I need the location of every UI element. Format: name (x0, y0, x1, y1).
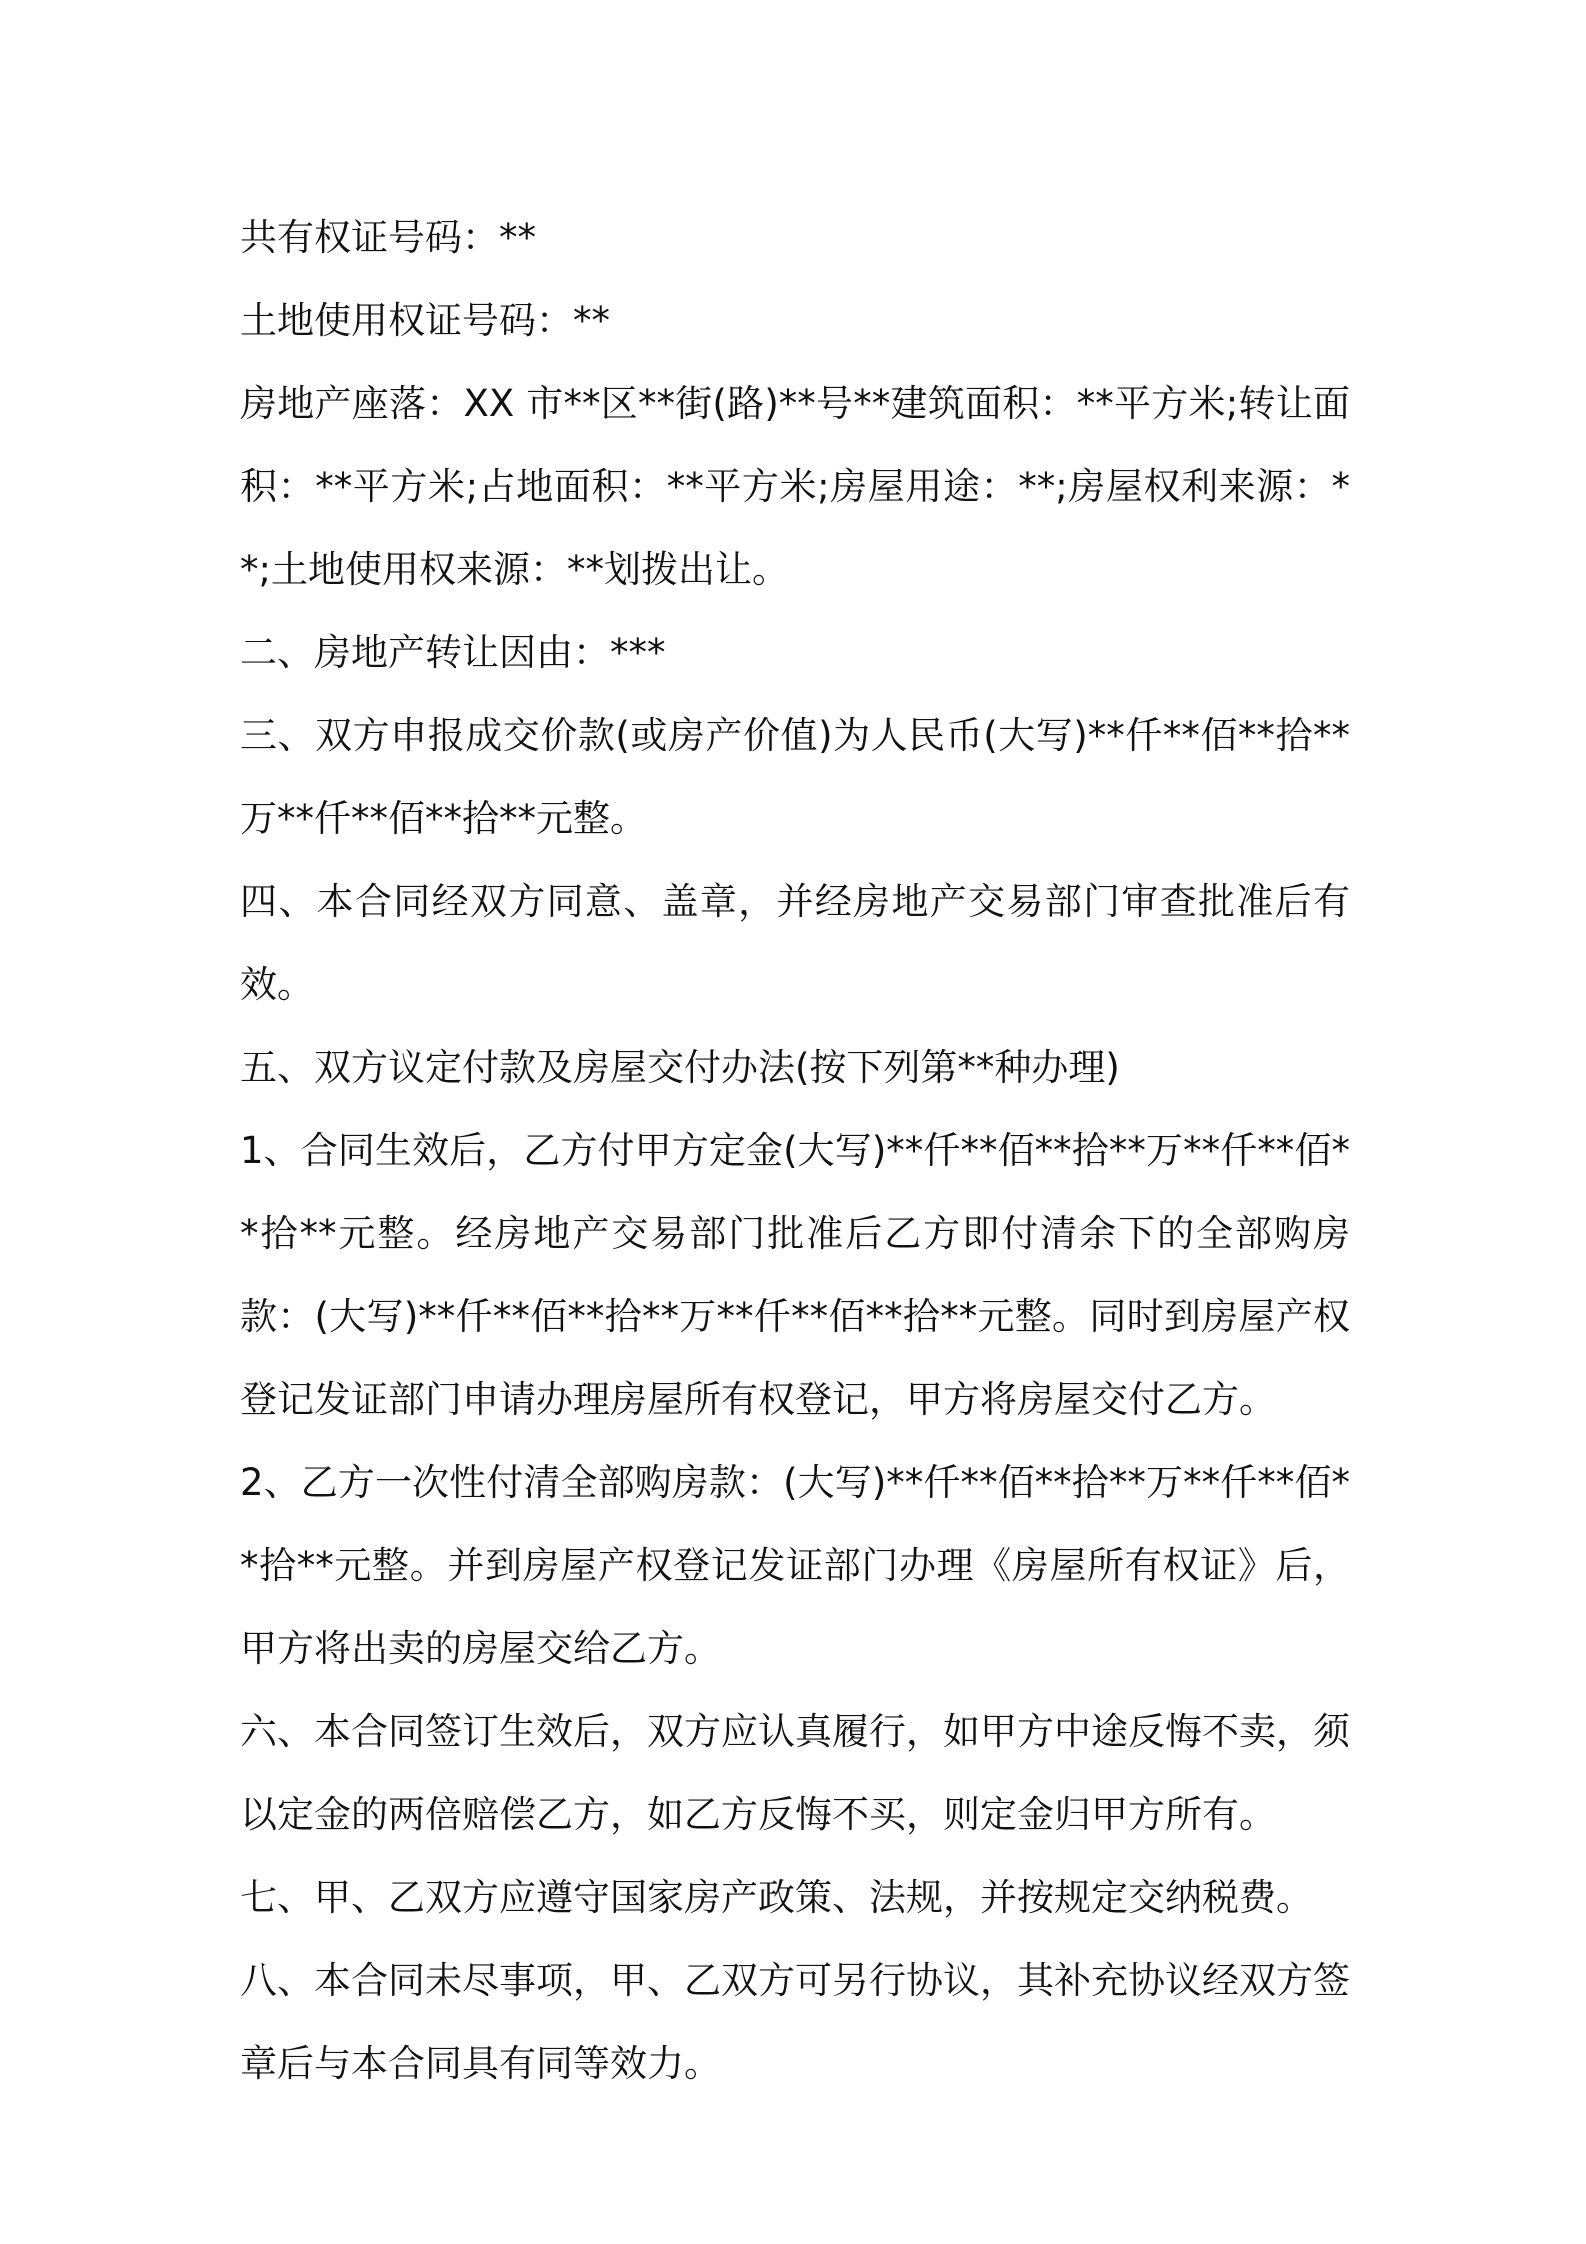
paragraph-clause-5-payment-method: 五、双方议定付款及房屋交付办法(按下列第**种办理) (240, 1046, 1120, 1089)
paragraph-clause-5-option-1: 1、合同生效后，乙方付甲方定金(大写)**仟**佰**拾**万**仟**佰**拾**元整。经房地产交易部门批准后乙方即付清余下的全部购房款：(大写)**仟**佰**拾**万**仟**佰**拾**元整。同时到房屋产权登记发证部门申请办理房屋所有权登记，甲方将房屋交付乙方。 (240, 1129, 1350, 1421)
paragraph-clause-8-supplement: 八、本合同未尽事项，甲、乙双方可另行协议，其补充协议经双方签章后与本合同具有同等效力。 (240, 1959, 1350, 2085)
paragraph-clause-2-transfer-reason: 二、房地产转让因由：*** (240, 631, 666, 674)
paragraph-clause-4-validity: 四、本合同经双方同意、盖章，并经房地产交易部门审查批准后有效。 (240, 880, 1350, 1006)
document-body (240, 196, 1350, 2105)
paragraph-property-location: 房地产座落：XX 市**区**街(路)**号**建筑面积：**平方米;转让面积：**平方米;占地面积：**平方米;房屋用途：**;房屋权利来源：**;土地使用权来源：**划拨出让。 (240, 382, 1350, 591)
paragraph-land-use-cert: 土地使用权证号码：** (240, 299, 610, 342)
paragraph-clause-5-option-2: 2、乙方一次性付清全部购房款：(大写)**仟**佰**拾**万**仟**佰**拾**元整。并到房屋产权登记发证部门办理《房屋所有权证》后，甲方将出卖的房屋交给乙方。 (240, 1461, 1350, 1670)
paragraph-clause-3-price: 三、双方申报成交价款(或房产价值)为人民币(大写)**仟**佰**拾**万**仟**佰**拾**元整。 (240, 714, 1350, 840)
paragraph-clause-7-taxes: 七、甲、乙双方应遵守国家房产政策、法规，并按规定交纳税费。 (240, 1876, 1313, 1919)
paragraph-co-ownership-cert: 共有权证号码：** (240, 216, 536, 259)
paragraph-clause-6-breach: 六、本合同签订生效后，双方应认真履行，如甲方中途反悔不卖，须以定金的两倍赔偿乙方，如乙方反悔不买，则定金归甲方所有。 (240, 1710, 1350, 1836)
